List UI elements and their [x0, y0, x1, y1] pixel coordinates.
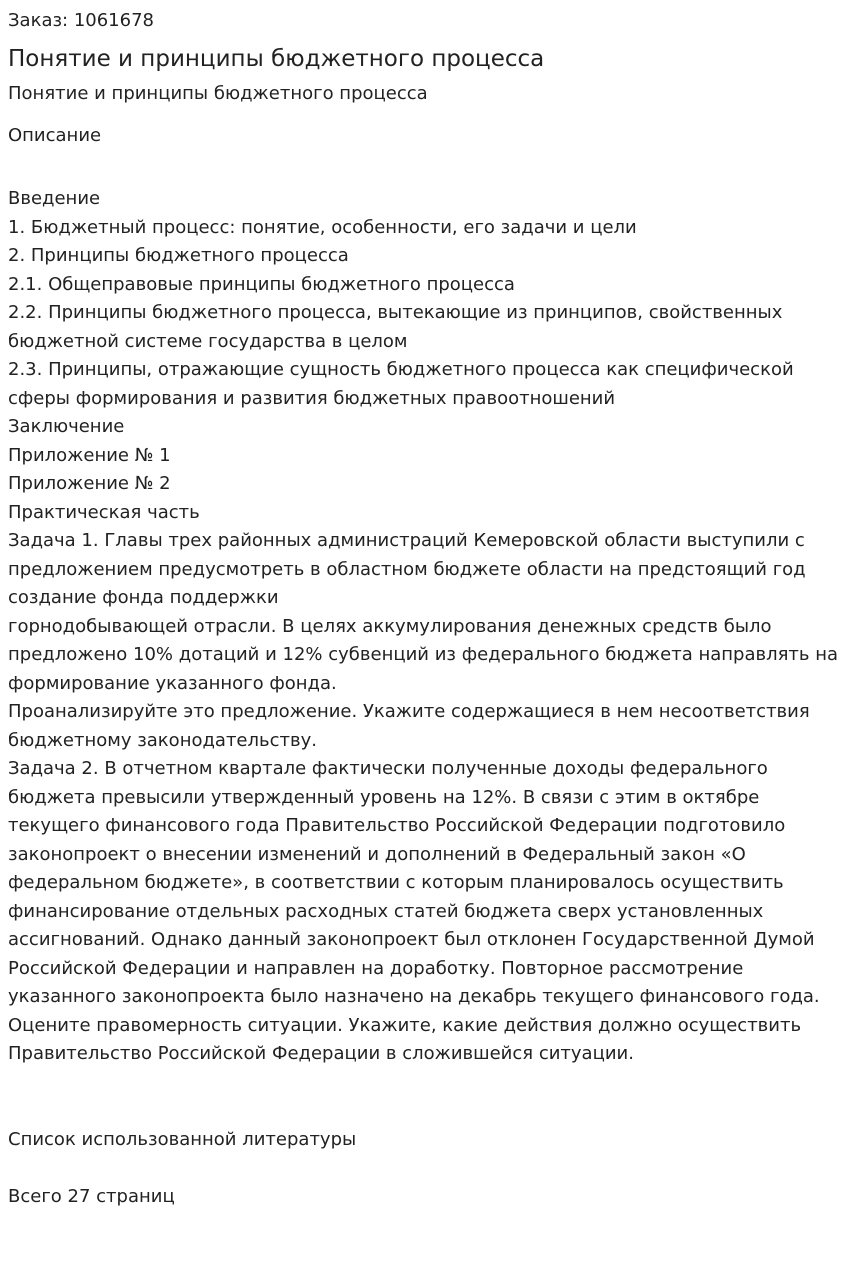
page-subtitle: Понятие и принципы бюджетного процесса	[8, 83, 428, 104]
content-line-2-3: 2.3. Принципы, отражающие сущность бюджетного процесса как специфической сферы формирования и развития бюджетных правоотношений	[8, 359, 794, 409]
content-line-appendix-1: Приложение № 1	[8, 444, 171, 466]
content-line-2-2: 2.2. Принципы бюджетного процесса, вытекающие из принципов, свойственных бюджетной системе государства в целом	[8, 302, 783, 352]
content-task-1-part-2: горнодобывающей отрасли. В целях аккумулирования денежных средств было предложено 10% дотаций и 12% субвенций из федерального бюджета направлять на формирование указанного фонда.	[8, 615, 839, 694]
content-line-conclusion: Заключение	[8, 416, 125, 437]
content-line-2-1: 2.1. Общеправовые принципы бюджетного процесса	[8, 273, 515, 295]
content-task-2: Задача 2. В отчетном квартале фактически полученные доходы федерального бюджета превысили утвержденный уровень на 12%. В связи с этим в октябре текущего финансового года Правительство Российской Федерации подготовило законопроект о внесении изменений и дополнений в Федеральный закон «О федеральном бюджете», в соответствии с которым планировалось осуществить финансирование отдельных расходных статей бюджета сверх установленных ассигнований. Однако данный законопроект был отклонен Государственной Думой Российской Федерации и направлен на доработку. Повторное рассмотрение указанного законопроекта было назначено на декабрь текущего финансового года.	[8, 758, 820, 1007]
content-task-1-part-1: Задача 1. Главы трех районных администраций Кемеровской области выступили с предложением предусмотреть в областном бюджете области на предстоящий год создание фонда поддержки	[8, 530, 806, 608]
content-line-appendix-2: Приложение № 2	[8, 473, 171, 494]
page-title: Понятие и принципы бюджетного процесса	[8, 46, 545, 72]
literature-list-label: Список использованной литературы	[8, 1128, 357, 1150]
total-pages: Всего 27 страниц	[8, 1185, 175, 1207]
content-line-1: 1. Бюджетный процесс: понятие, особенности, его задачи и цели	[8, 216, 637, 238]
order-number: Заказ: 1061678	[8, 10, 154, 31]
footer-spacer	[8, 1154, 839, 1183]
content-task-2-question: Оцените правомерность ситуации. Укажите, какие действия должно осуществить Правительство Российской Федерации в сложившейся ситуации.	[8, 1014, 802, 1064]
document-footer	[8, 1126, 839, 1212]
content-line-intro: Введение	[8, 188, 101, 209]
content-line-2: 2. Принципы бюджетного процесса	[8, 245, 349, 266]
description-content	[8, 185, 839, 1069]
content-line-practical: Практическая часть	[8, 501, 200, 523]
description-label: Описание	[8, 125, 102, 146]
content-task-1-question: Проанализируйте это предложение. Укажите содержащиеся в нем несоответствия бюджетному законодательству.	[8, 701, 810, 751]
